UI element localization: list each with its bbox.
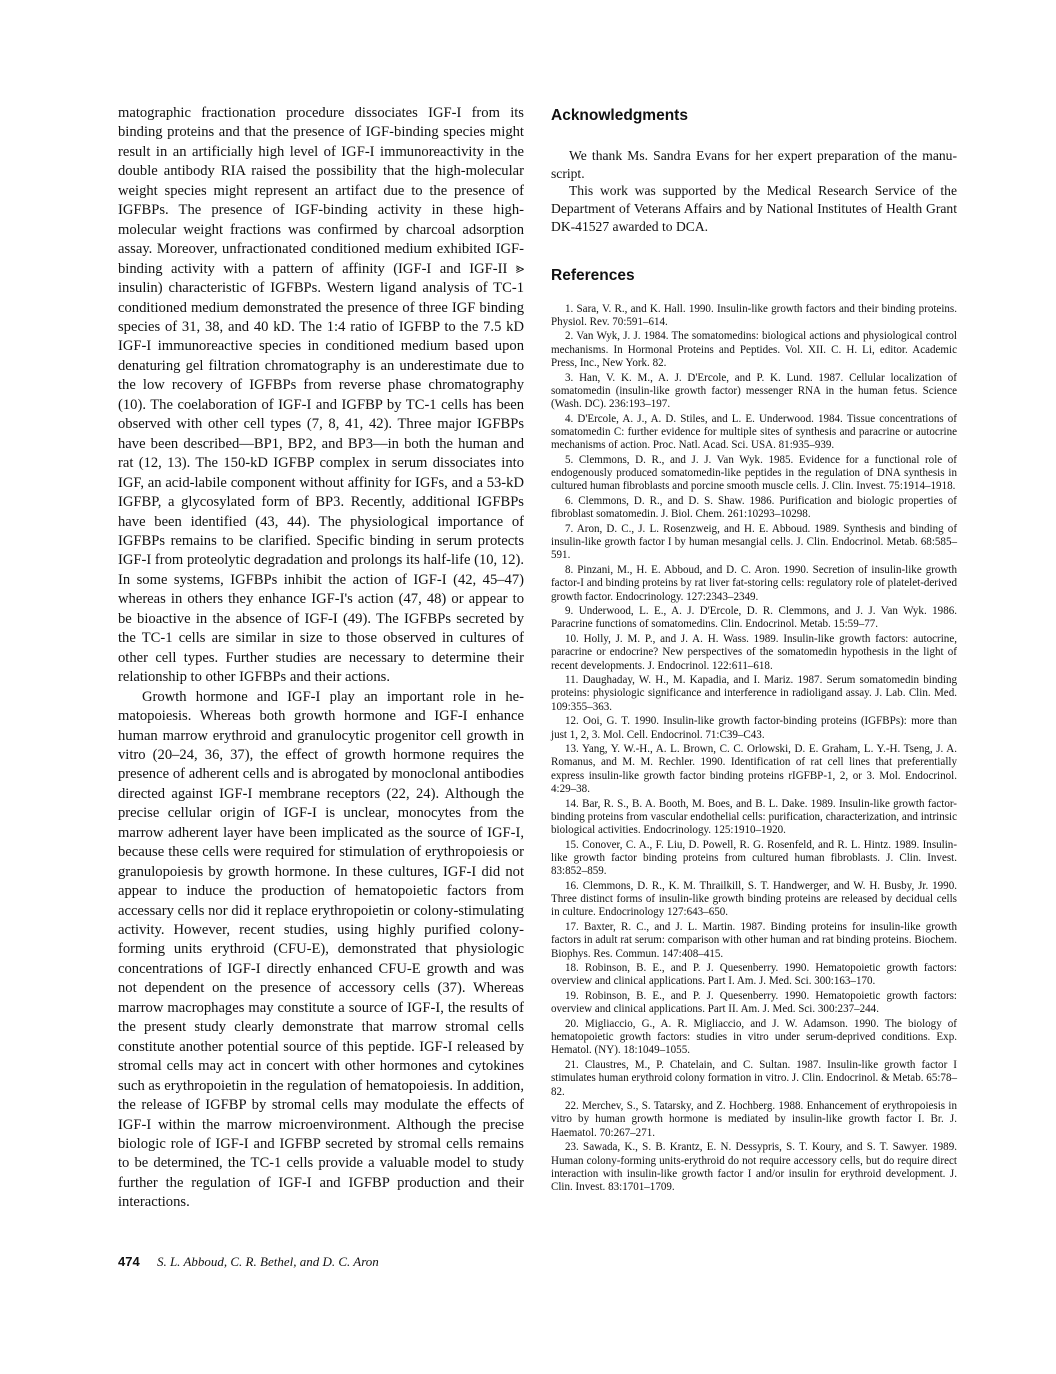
reference-item: 21. Claustres, M., P. Chatelain, and C. Sultan. 1987. Insulin-like growth factor I stimulates human erythroid colony formation in vitro. J. Clin. Endocrinol. & Metab. 65:78–82. bbox=[551, 1059, 957, 1098]
reference-item: 17. Baxter, R. C., and J. L. Martin. 1987. Binding proteins for insulin-like growth factors in adult rat serum: comparison with other human and rat binding proteins. Biochem. Biophys. Res. Commun. 147:408–415. bbox=[551, 921, 957, 960]
reference-item: 1. Sara, V. R., and K. Hall. 1990. Insulin-like growth factors and their binding proteins. Physiol. Rev. 70:591–614. bbox=[551, 302, 957, 328]
reference-item: 23. Sawada, K., S. B. Krantz, E. N. Dessypris, S. T. Koury, and S. T. Sawyer. 1989. Human colony-forming units-erythroid do not require accessory cells, but do require direct interaction with insulin-like growth factor I and/or insulin for erythroid development. J. Clin. Invest. 83:1701–1709. bbox=[551, 1141, 957, 1194]
right-column bbox=[551, 106, 957, 1196]
reference-item: 11. Daughaday, W. H., M. Kapadia, and I. Mariz. 1987. Serum somatomedin binding proteins: physiologic significance and interference in radioligand assay. J. Lab. Clin. Med. 109:355–363. bbox=[551, 674, 957, 713]
reference-item: 18. Robinson, B. E., and P. J. Quesenberry. 1990. Hematopoietic growth factors: overview and clinical applications. Part I. Am. J. Med. Sci. 300:163–170. bbox=[551, 962, 957, 988]
reference-item: 13. Yang, Y. W.-H., A. L. Brown, C. C. Orlowski, D. E. Graham, L. Y.-H. Tseng, J. A. Romanus, and M. M. Rechler. 1990. Identification of rat cell lines that preferentially express insulin-like growth factor binding proteins rIGFBP-1, 2, or 3. Mol. Endocrinol. 4:29–38. bbox=[551, 743, 957, 795]
reference-item: 14. Bar, R. S., B. A. Booth, M. Boes, and B. L. Dake. 1989. Insulin-like growth factor-binding proteins from vascular endothelial cells: purification, characterization, and intrinsic biological activities. Endocrinology. 125:1910–1920. bbox=[551, 797, 957, 837]
references-list bbox=[551, 303, 957, 1195]
reference-item: 22. Merchev, S., S. Tatarsky, and Z. Hochberg. 1988. Enhancement of erythropoiesis in vitro by human growth hormone is mediated by insulin-like growth factor I. Br. J. Haematol. 70:267–271. bbox=[551, 1100, 957, 1139]
reference-item: 6. Clemmons, D. R., and D. S. Shaw. 1986. Purification and biologic properties of fibroblast somatomedin. J. Biol. Chem. 261:10293–10298. bbox=[551, 494, 957, 521]
references-heading: References bbox=[551, 266, 635, 284]
body-paragraph: Growth hormone and IGF-I play an important role in hematopoiesis. Whereas both growth hormone and IGF-I enhance human marrow erythroid and granulocytic progenitor cell growth in vitro (20–24, 36, 37), the effect of growth hormone requires the presence of adherent cells and is abrogated by monoclonal antibodies directed against IGF-I membrane receptors (22, 24). Although the precise cellular origin of IGF-I is unclear, monocytes from the marrow adherent layer have been implicated as the source of IGF-I, because these cells were required for stimulation of erythropoiesis or granulopoiesis by growth hormone. In these cultures, IGF-I did not appear to induce the production of hematopoietic factors from accessary cells nor did it replace erythropoietin or colony-stimulating activity. However, recent studies, using highly purified colony-forming units erythroid (CFU-E), demonstrated that physiologic concentrations of IGF-I directly enhanced CFU-E growth and was not dependent on the presence of accessory cells (37). Whereas marrow macrophages may constitute a source of IGF-I, the results of the present study clearly demonstrate that marrow stromal cells constitute another potential source of this peptide. IGF-I released by stromal cells may act in concert with other hormones and cytokines such as erythropoietin in the regulation of hematopoiesis. In addition, the release of IGFBP by stromal cells may modulate the effects of IGF-I within the marrow microenvironment. Although the precise biologic role of IGF-I and IGFBP secreted by stromal cells remains to be determined, the TC-1 cells provide a valuable model to study further the regulation of IGF-I and IGFBP production and their interactions. bbox=[118, 688, 524, 1211]
reference-item: 19. Robinson, B. E., and P. J. Quesenberry. 1990. Hematopoietic growth factors: overview and clinical applications. Part II. Am. J. Med. Sci. 300:237–244. bbox=[551, 990, 957, 1016]
acknowledgments-heading: Acknowledgments bbox=[551, 107, 688, 124]
references-section bbox=[551, 266, 957, 1195]
reference-item: 4. D'Ercole, A. J., A. D. Stiles, and L. E. Underwood. 1984. Tissue concentrations of somatomedin C: further evidence for multiple sites of synthesis and paracrine or autocrine mechanisms of action. Proc. Natl. Acad. Sci. USA. 81:935–939. bbox=[551, 412, 957, 452]
reference-item: 3. Han, V. K. M., A. J. D'Ercole, and P. K. Lund. 1987. Cellular localization of somatomedin (insulin-like growth factor) messenger RNA in the human fetus. Science (Wash. DC). 236:193–197. bbox=[551, 371, 957, 411]
reference-item: 8. Pinzani, M., H. E. Abboud, and D. C. Aron. 1990. Secretion of insulin-like growth factor-I and binding proteins by rat liver fat-storing cells: regulatory role of platelet-derived growth factor. Endocrinology. 127:2343–2349. bbox=[551, 564, 957, 603]
reference-item: 16. Clemmons, D. R., K. M. Thrailkill, S. T. Handwerger, and W. H. Busby, Jr. 1990. Three distinct forms of insulin-like growth binding proteins are released by decidual cells in culture. Endocrinology 127:643–650. bbox=[551, 879, 957, 919]
page-footer bbox=[118, 1254, 379, 1270]
reference-item: 7. Aron, D. C., J. L. Rosenzweig, and H. E. Abboud. 1989. Synthesis and binding of insulin-like growth factor I by human mesangial cells. J. Clin. Endocrinol. Metab. 68:585–591. bbox=[551, 522, 957, 562]
page-number: 474 bbox=[118, 1254, 140, 1269]
reference-item: 5. Clemmons, D. R., and J. J. Van Wyk. 1985. Evidence for a functional role of endogenously produced somatomedin-like peptides in the regulation of DNA synthesis in cultured human fibroblasts and porcine smooth muscle cells. J. Clin. Invest. 75:1914–1918. bbox=[551, 453, 957, 493]
reference-item: 15. Conover, C. A., F. Liu, D. Powell, R. G. Rosenfeld, and R. L. Hintz. 1989. Insulin-like growth factor binding proteins from cultured human fibroblasts. J. Clin. Invest. 83:852–859. bbox=[551, 838, 957, 878]
body-paragraph: matographic fractionation procedure dissociates IGF-I from its binding proteins and that the presence of IGF-binding species might result in an artificially high level of IGF-I immunoreactivity in the double antibody RIA raised the possibility that the high-molecular weight species might represent an artifact due to the presence of IGFBPs. The presence of IGF-binding activity in these high-molecular weight fractions was confirmed by charcoal adsorption assay. Moreover, unfractionated conditioned medium exhibited IGF-binding activity with a pattern of affinity (IGF-I and IGF-II ⪢ insulin) characteristic of IGFBPs. Western ligand analysis of TC-1 conditioned medium demonstrated the presence of three IGF binding species of 31, 38, and 40 kD. The 1:4 ratio of IGFBP to the 7.5 kD IGF-I immunoreactive species in conditioned medium based upon denaturing gel filtration chromatography is an underestimate due to the low recovery of IGFBPs from reverse phase chromatography (10). The coelaboration of IGF-I and IGFBP by TC-1 cells has been observed with other cell types (7, 8, 41, 42). Three major IGFBPs have been described—BP1, BP2, and BP3—in both the human and rat (12, 13). The 150-kD IGFBP complex in serum dissociates into IGF, an acid-labile component without affinity for IGFs, and a 53-kD IGFBP, a glycosylated form of BP3. Recently, additional IGFBPs have been identified (43, 44). The physiological importance of IGFBPs remains to be clarified. Specific binding in serum protects IGF-I from proteolytic degradation and prolongs its half-life (10, 12). In some systems, IGFBPs inhibit the action of IGF-I (42, 45–47) whereas in others they enhance IGF-I's action (47, 48) or appear to be bioactive in the absence of IGF-I (49). The IGFBPs secreted by the TC-1 cells are similar in size to those observed in cultures of other cell types. Further studies are necessary to determine their relationship to other IGFBPs and their actions. bbox=[118, 105, 524, 686]
acknowledgments-section bbox=[551, 106, 957, 236]
main-text-column bbox=[118, 104, 524, 1213]
reference-item: 20. Migliaccio, G., A. R. Migliaccio, and J. W. Adamson. 1990. The biology of hematopoietic growth factors: studies in vitro under serum-deprived conditions. Exp. Hematol. (NY). 18:1049–1055. bbox=[551, 1017, 957, 1057]
reference-item: 2. Van Wyk, J. J. 1984. The somatomedins: biological actions and physiological control mechanisms. In Hormonal Proteins and Peptides. Vol. XII. C. H. Li, editor. Academic Press, Inc., New York. 82. bbox=[551, 330, 957, 369]
acknowledgments-paragraph: We thank Ms. Sandra Evans for her expert preparation of the manuscript. bbox=[551, 148, 957, 181]
acknowledgments-paragraph: This work was supported by the Medical Research Service of the Department of Veterans Affairs and by National Institutes of Health Grant DK-41527 awarded to DCA. bbox=[551, 183, 957, 234]
running-authors: S. L. Abboud, C. R. Bethel, and D. C. Aron bbox=[156, 1254, 379, 1269]
reference-item: 12. Ooi, G. T. 1990. Insulin-like growth factor-binding proteins (IGFBPs): more than just 1, 2, 3. Mol. Cell. Endocrinol. 71:C39–C43. bbox=[551, 715, 957, 741]
reference-item: 10. Holly, J. M. P., and J. A. H. Wass. 1989. Insulin-like growth factors: autocrine, paracrine or endocrine? New perspectives of the somatomedin hypothesis in the light of recent developments. J. Endocrinol. 122:611–618. bbox=[551, 633, 957, 672]
reference-item: 9. Underwood, L. E., A. J. D'Ercole, D. R. Clemmons, and J. J. Van Wyk. 1986. Paracrine functions of somatomedins. Clin. Endocrinol. Metab. 15:59–77. bbox=[551, 605, 957, 631]
